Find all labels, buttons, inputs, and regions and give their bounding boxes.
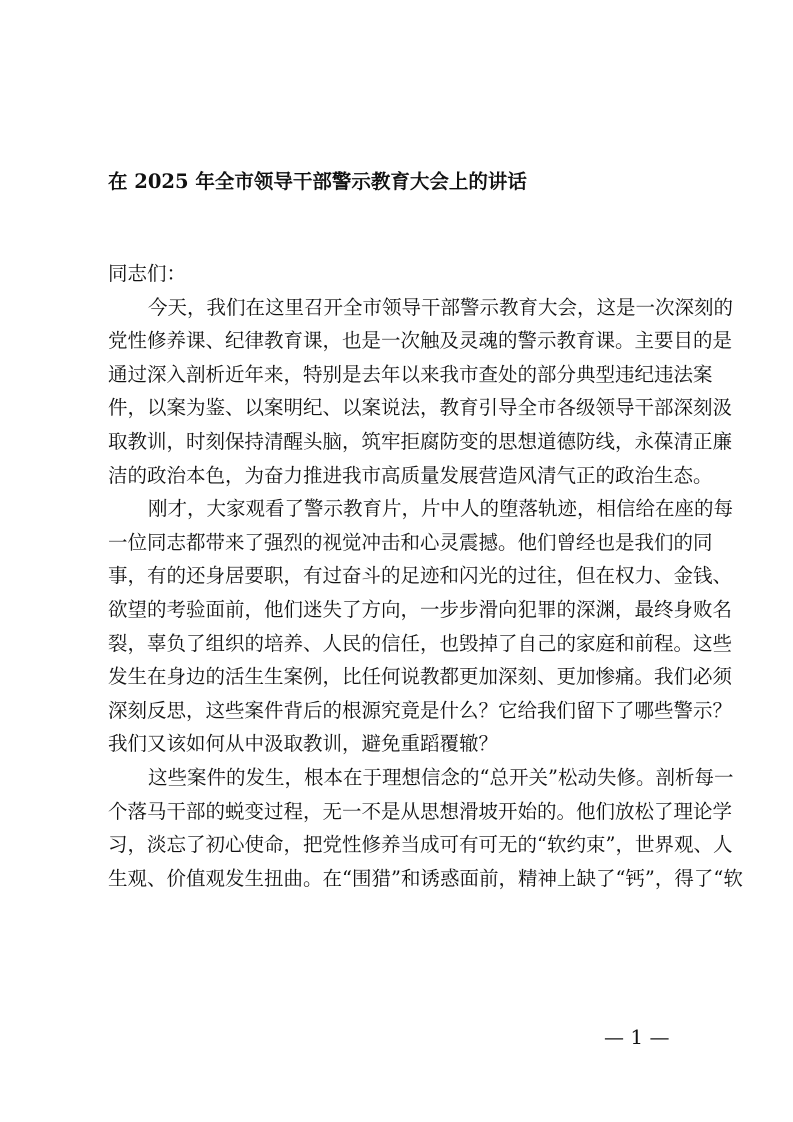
text-line: 习，淡忘了初心使命，把党性修养当成可有可无的“软约束”，世界观、人 bbox=[108, 833, 733, 857]
text-line: 我们又该如何从中汲取教训，避免重蹈覆辙？ bbox=[108, 732, 499, 756]
text-line: 件，以案为鉴、以案明纪、以案说法，教育引导全市各级领导干部深刻汲 bbox=[108, 396, 733, 420]
text-line: 洁的政治本色，为奋力推进我市高质量发展营造风清气正的政治生态。 bbox=[108, 463, 713, 487]
text-line: 这些案件的发生，根本在于理想信念的“总开关”松动失修。剖析每一 bbox=[148, 765, 734, 789]
paragraph bbox=[108, 291, 734, 493]
text-line: 今天，我们在这里召开全市领导干部警示教育大会，这是一次深刻的 bbox=[148, 295, 734, 319]
text-line: 一位同志都带来了强烈的视觉冲击和心灵震撼。他们曾经也是我们的同 bbox=[108, 530, 713, 554]
text-line: 党性修养课、纪律教育课，也是一次触及灵魂的警示教育课。主要目的是 bbox=[108, 329, 733, 353]
document-title: 在 2025 年全市领导干部警示教育大会上的讲话 bbox=[108, 170, 527, 193]
page-number: — 1 — bbox=[604, 1025, 670, 1049]
text-line: 发生在身边的活生生案例，比任何说教都更加深刻、更加惨痛。我们必须 bbox=[108, 665, 733, 689]
document-body bbox=[108, 257, 743, 895]
text-line: 个落马干部的蜕变过程，无一不是从思想滑坡开始的。他们放松了理论学 bbox=[108, 799, 733, 823]
paragraph bbox=[108, 761, 743, 895]
text-line: 刚才，大家观看了警示教育片，片中人的堕落轨迹，相信给在座的每 bbox=[148, 497, 734, 521]
text-line: 裂，辜负了组织的培养、人民的信任，也毁掉了自己的家庭和前程。这些 bbox=[108, 631, 733, 655]
salutation: 同志们： bbox=[108, 262, 187, 285]
text-line: 事，有的还身居要职，有过奋斗的足迹和闪光的过往，但在权力、金钱、 bbox=[108, 564, 733, 588]
text-line: 深刻反思，这些案件背后的根源究竟是什么？它给我们留下了哪些警示？ bbox=[108, 698, 733, 722]
paragraphs bbox=[108, 291, 743, 896]
paragraph bbox=[108, 492, 734, 761]
text-line: 欲望的考验面前，他们迷失了方向，一步步滑向犯罪的深渊，最终身败名 bbox=[108, 597, 733, 621]
text-line: 通过深入剖析近年来，特别是去年以来我市查处的部分典型违纪违法案 bbox=[108, 362, 713, 386]
text-line: 生观、价值观发生扭曲。在“围猎”和诱惑面前，精神上缺了“钙”，得了“软 bbox=[108, 866, 743, 890]
text-line: 取教训，时刻保持清醒头脑，筑牢拒腐防变的思想道德防线，永葆清正廉 bbox=[108, 429, 733, 453]
